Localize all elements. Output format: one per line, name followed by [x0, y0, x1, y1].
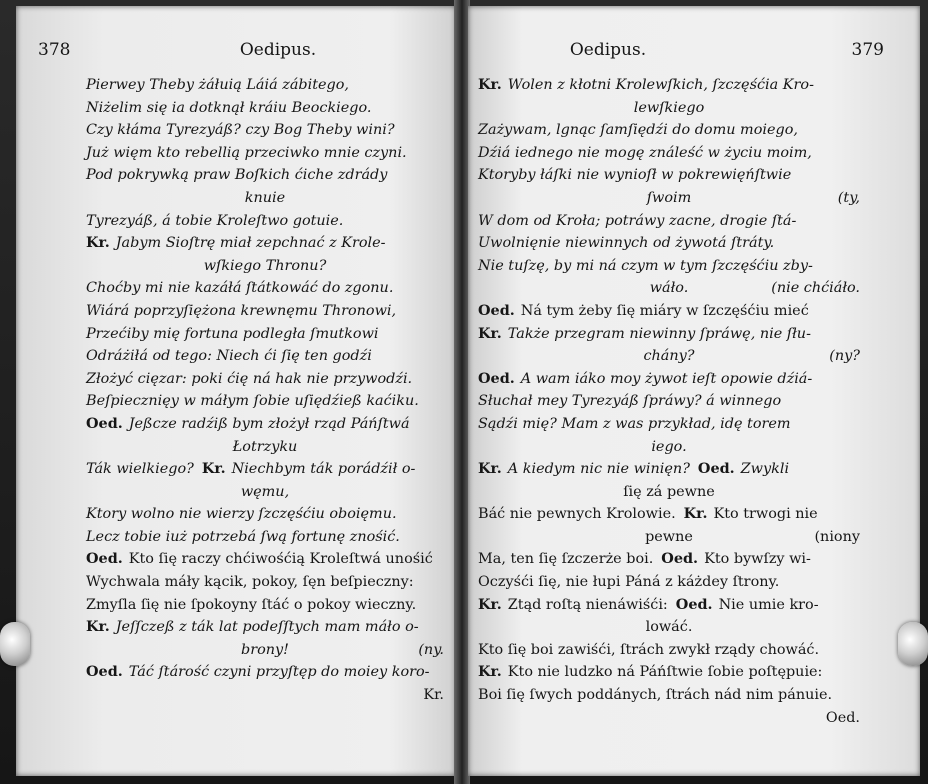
line-text: chány? [643, 348, 695, 365]
text-line [478, 481, 860, 504]
text-line [86, 594, 444, 617]
line-text: Uwolnięnie niewinnych od żywotá ſtráty. [478, 235, 775, 252]
speaker-label: Kr. [478, 663, 502, 681]
line-text: Jabym Sioſtrę miał zepchnać z Krole- [115, 235, 386, 252]
text-line [478, 119, 860, 142]
left-page-text [86, 74, 444, 707]
text-line [478, 639, 860, 662]
line-continuation: (ny. [418, 641, 444, 658]
line-text: Dźiá iednego nie mogę ználeść w życiu moim, [478, 144, 812, 161]
text-line [86, 345, 444, 368]
text-line [86, 661, 444, 684]
text-line [86, 503, 444, 526]
speaker-label: Kr. [86, 234, 110, 252]
text-line [478, 277, 860, 300]
line-text: Táć ſtárość czyni przyſtęp do moiey koro- [128, 664, 430, 681]
text-line [478, 210, 860, 233]
line-text: knuie [244, 189, 286, 206]
text-line [478, 594, 860, 617]
text-line [86, 142, 444, 165]
line-text: węmu, [240, 483, 290, 500]
text-line [86, 232, 444, 255]
speaker-label: Oed. [675, 595, 713, 613]
line-text: Báć nie pewnych Krolowie. [478, 506, 676, 523]
left-page-header [16, 40, 456, 64]
text-line [478, 526, 860, 549]
line-text: Pod pokrywką praw Boſkich ćiche zdrády [86, 167, 388, 184]
text-line [86, 458, 444, 481]
line-text: Także przegram niewinny ſpráwę, nie ſłu- [507, 325, 811, 342]
text-line [86, 323, 444, 346]
line-text: Jeſſczeß z ták lat podeſſtych mam máło o- [115, 619, 419, 636]
text-line [478, 707, 860, 730]
text-line [478, 390, 860, 413]
line-text: Ták wielkiego? [86, 461, 194, 478]
page-number-right: 379 [851, 40, 884, 60]
line-text: Kto nie ludzko ná Páńſtwie ſobie poſtępuie: [507, 664, 823, 681]
speaker-label: Kr. [201, 460, 226, 478]
text-line [86, 255, 444, 278]
line-text: Zmyſla ſię nie ſpokoyny ſtáć o pokoy wieczny. [86, 596, 417, 613]
text-line [478, 97, 860, 120]
running-title-left: Oedipus. [239, 40, 317, 60]
line-text: Pierwey Theby żáłuią Láiá zábitego, [86, 77, 349, 93]
line-text: Tyrezyáß, á tobie Kroleſtwo gotuie. [86, 212, 344, 229]
line-text: Przećiby mię fortuna podległa ſmutkowi [86, 325, 379, 342]
line-text: Złożyć cięzar: poki ćię ná hak nie przywodźi. [86, 370, 413, 387]
text-line [86, 119, 444, 142]
line-text: pewne [645, 528, 693, 545]
text-line [86, 526, 444, 549]
line-text: Ma, ten ſię ſzczerże boi. [478, 551, 654, 568]
line-continuation: (niony [814, 528, 860, 545]
speaker-label: Oed. [86, 550, 123, 568]
text-line [478, 548, 860, 571]
speaker-label: Oed. [86, 414, 123, 432]
text-line [478, 413, 860, 436]
text-line [86, 413, 444, 436]
line-text: Odráżiłá od tego: Niech ći ſię ten godźi [86, 348, 372, 365]
text-line [478, 684, 860, 707]
line-text: Ná tym żeby ſię miáry w ſzczęśćiu mieć [520, 302, 809, 319]
line-text: Już więm kto rebellią przeciwko mnie czyni. [86, 144, 407, 161]
text-line [86, 639, 444, 662]
line-text: brony! [241, 641, 289, 658]
line-text: Łotrzyku [232, 438, 298, 455]
line-text: Kto ſię raczy chćiwośćią Kroleſtwá unośić [128, 551, 433, 568]
text-line [478, 323, 860, 346]
line-text: W dom od Kroła; potráwy zacne, drogie ſtá- [478, 212, 797, 229]
line-continuation: (nie chćiáło. [771, 280, 860, 297]
text-line [86, 571, 444, 594]
line-text: Wolen z kłotni Krolewſkich, ſzczęśćia Kro- [507, 77, 814, 93]
line-text: Nie tuſzę, by mi ná czym w tym ſzczęśćiu zby- [478, 257, 813, 274]
text-line [86, 210, 444, 233]
line-text: Zwykli [740, 461, 790, 478]
line-text: Słuchał mey Tyrezyáß ſpráwy? á winnego [478, 393, 782, 410]
line-text: Wiárá poprzyſiężona krewnęmu Thronowi, [86, 302, 397, 319]
line-text: Ktoryby łáſki nie wynioſł w pokrewięńſtwie [478, 167, 792, 184]
line-text: lewſkiego [633, 99, 705, 116]
line-text: Boi ſię ſwych poddánych, ſtrách nád nim pánuie. [478, 687, 833, 704]
line-text: wſkiego Thronu? [203, 257, 327, 274]
line-text: Oczyśći ſię, nie łupi Páná z káżdey ſtrony. [478, 574, 780, 591]
line-text: Jeßcze radźiß bym złożył rząd Páńſtwá [128, 415, 410, 432]
speaker-label: Kr. [478, 460, 502, 478]
line-text: Sądźi mię? Mam z was przykład, idę torem [478, 415, 791, 432]
text-line [478, 187, 860, 210]
text-line [86, 548, 444, 571]
text-line [478, 571, 860, 594]
speaker-label: Kr. [478, 595, 502, 613]
text-line [478, 232, 860, 255]
text-line [86, 368, 444, 391]
right-page [468, 6, 920, 776]
line-text: Ktory wolno nie wierzy ſzczęśćiu oboięmu. [86, 506, 397, 523]
text-line [86, 481, 444, 504]
text-line [478, 142, 860, 165]
text-line [478, 74, 860, 97]
right-page-header [468, 40, 920, 64]
line-text: lowáć. [645, 619, 693, 636]
line-text: Kr. [423, 687, 444, 704]
speaker-label: Oed. [661, 550, 699, 568]
right-page-text [478, 74, 860, 729]
text-line [478, 345, 860, 368]
text-line [478, 368, 860, 391]
line-text: Lecz tobie iuż potrzebá ſwą fortunę znośić. [86, 528, 400, 545]
running-title-right: Oedipus. [569, 40, 647, 60]
left-page-clip [0, 622, 30, 666]
line-text: Niechbym ták porádźił o- [231, 461, 416, 478]
line-continuation: (ny? [829, 348, 860, 365]
speaker-label: Kr. [86, 618, 110, 636]
line-continuation: (ty, [837, 189, 860, 206]
text-line [478, 255, 860, 278]
speaker-label: Kr. [478, 76, 502, 93]
line-text: Niżelim się ia dotknął kráiu Beockiego. [86, 99, 372, 116]
line-text: Wychwala máły kącik, pokoy, ſęn beſpieczny: [86, 574, 414, 591]
speaker-label: Oed. [478, 369, 515, 387]
text-line [478, 164, 860, 187]
text-line [86, 436, 444, 459]
line-text: Kto ſię boi zawiśći, ſtrách zwykł rządy chowáć. [478, 641, 820, 658]
text-line [478, 458, 860, 481]
text-line [478, 436, 860, 459]
right-page-clip [898, 622, 928, 666]
text-line [478, 616, 860, 639]
text-line [86, 300, 444, 323]
speaker-label: Oed. [697, 460, 735, 478]
text-line [86, 390, 444, 413]
page-number-left: 378 [38, 40, 71, 60]
line-text: wáło. [649, 280, 689, 297]
line-text: Czy kłáma Tyrezyáß? czy Bog Theby wini? [86, 122, 395, 139]
text-line [86, 74, 444, 97]
line-text: Oed. [825, 709, 860, 726]
text-line [478, 300, 860, 323]
left-page [16, 6, 456, 776]
text-line [478, 661, 860, 684]
text-line [478, 503, 860, 526]
speaker-label: Oed. [86, 663, 123, 681]
line-text: Beſpiecznięy w máłym ſobie uſiędźieß kaćiku. [86, 393, 419, 410]
text-line [86, 187, 444, 210]
text-line [86, 97, 444, 120]
line-text: Kto bywſzy wi- [704, 551, 811, 568]
text-line [86, 616, 444, 639]
line-text: A kiedym nic nie winięn? [507, 461, 690, 478]
text-line [86, 684, 444, 707]
line-text: Kto trwogi nie [713, 506, 818, 523]
text-line [86, 277, 444, 300]
line-text: Nie umie kro- [718, 596, 819, 613]
text-line [86, 164, 444, 187]
speaker-label: Kr. [683, 505, 708, 523]
line-text: ſię zá pewne [623, 483, 715, 500]
speaker-label: Kr. [478, 324, 502, 342]
line-text: Choćby mi nie kazáłá ſtátkowáć do zgonu. [86, 280, 394, 297]
line-text: Ztąd roſtą nienáwiśći: [507, 596, 668, 613]
speaker-label: Oed. [478, 301, 515, 319]
line-text: ſwoim [646, 189, 692, 206]
line-text: iego. [651, 438, 687, 455]
line-text: Zażywam, lgnąc ſamſiędźi do domu moiego, [478, 122, 798, 139]
line-text: A wam iáko moy żywot ieſt opowie dźiá- [520, 370, 813, 387]
